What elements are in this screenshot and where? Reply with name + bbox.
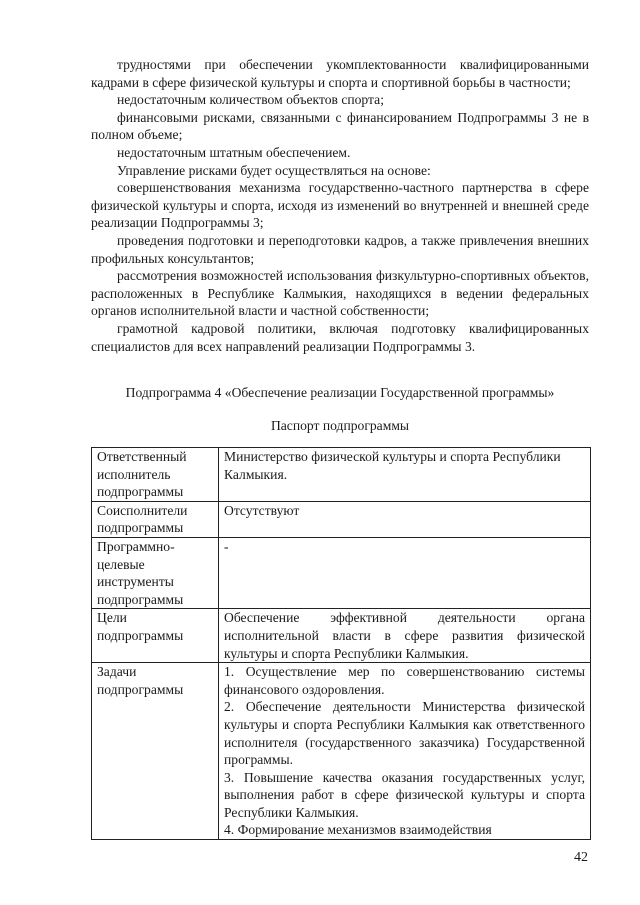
paragraph: финансовыми рисками, связанными с финансированием Подпрограммы 3 не в полном объеме; [91,109,589,143]
table-row [92,663,591,840]
paragraph: проведения подготовки и переподготовки кадров, а также привлечения внешних профильных консультантов; [91,232,589,266]
passport-table [91,447,591,840]
table-row [92,448,591,502]
table-row [92,501,591,537]
paragraph: недостаточным количеством объектов спорта; [117,92,384,108]
row-label: Задачи подпрограммы [92,663,219,840]
table-row [92,609,591,663]
paragraph: недостаточным штатным обеспечением. [117,144,351,160]
row-value: Министерство физической культуры и спорта Республики Калмыкия. [219,448,591,502]
table-row [92,537,591,608]
paragraph: трудностями при обеспечении укомплектованности квалифицированными кадрами в сфере физической культуры и спорта и спортивной борьбы в частности; [91,57,589,90]
row-value: Обеспечение эффективной деятельности органа исполнительной власти в сфере развития физической культуры и спорта Республики Калмыкия. [219,609,591,663]
passport-title: Паспорт подпрограммы [270,418,410,433]
paragraph: Управление рисками будет осуществляться на основе: [117,162,431,178]
paragraph: совершенствования механизма государственно-частного партнерства в сфере физической культуры и спорта, исходя из изменений во внутренней и внешней среде реализации Подпрограммы 3; [91,180,589,231]
row-value: Отсутствуют [219,501,591,537]
row-label: Соисполнители подпрограммы [92,501,219,537]
row-value: - [219,537,591,608]
paragraph: грамотной кадровой политики, включая подготовку квалифицированных специалистов для всех направлений реализации Подпрограммы 3. [91,320,589,354]
subprogram-heading: Подпрограмма 4 «Обеспечение реализации Государственной программы» [125,385,555,400]
paragraph: рассмотрения возможностей использования физкультурно-спортивных объектов, расположенных в Республике Калмыкия, находящихся в ведении федеральных органов исполнительной власти и частной собственности; [91,268,589,319]
row-value: 1. Осуществление мер по совершенствованию системы финансового оздоровления. 2. Обеспечение деятельности Министерства физической культуры и спорта Республики Калмыкия как ответственного исполнителя (государственного заказчика) Государственной программы. 3. Повышение качества оказания государственных услуг, выполнения работ в сфере физической культуры и спорта Республики Калмыкия. 4. Формирование механизмов взаимодействия [219,663,591,840]
body-text [91,56,589,355]
row-label: Цели подпрограммы [92,609,219,663]
row-label: Программно-целевые инструменты подпрограммы [92,537,219,608]
row-label: Ответственный исполнитель подпрограммы [92,448,219,502]
page-number: 42 [574,850,588,865]
